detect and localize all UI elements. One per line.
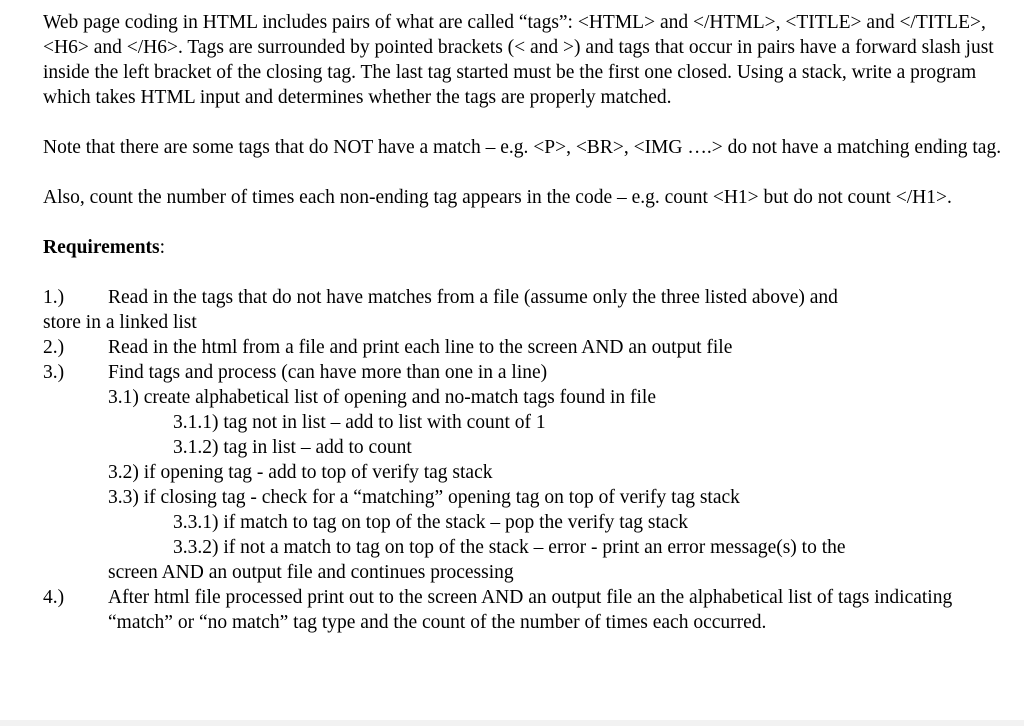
spacer xyxy=(43,210,1003,235)
requirement-3-1-1: 3.1.1) tag not in list – add to list with count of 1 xyxy=(173,412,546,433)
intro-paragraph: Web page coding in HTML includes pairs of what are called “tags”: <HTML> and </HTML>, <TITLE> and </TITLE>, <H6> and </H6>. Tags are surrounded by pointed brackets (< and >) and tags that occur in pairs have a forward slash just inside the left bracket of the closing tag. The last tag started must be the first one closed. Using a stack, write a program which takes HTML input and determines whether the tags are properly matched. xyxy=(43,12,994,108)
requirement-3-3-2-line1: 3.3.2) if not a match to tag on top of the stack – error - print an error message(s) to the xyxy=(173,537,846,558)
requirement-4-text: After html file processed print out to the screen AND an output file an the alphabetical list of tags indicating “match” or “no match” tag type and the count of the number of times each occurred. xyxy=(108,587,953,633)
requirement-4-number: 4.) xyxy=(43,587,65,608)
requirement-4 xyxy=(43,585,1003,635)
requirement-3-3-1: 3.3.1) if match to tag on top of the stack – pop the verify tag stack xyxy=(173,512,688,533)
spacer xyxy=(43,160,1003,185)
requirement-3-3-2-line2: screen AND an output file and continues processing xyxy=(108,562,514,583)
requirement-3-number: 3.) xyxy=(43,362,65,383)
requirement-2 xyxy=(43,335,1003,360)
requirement-2-text: Read in the html from a file and print each line to the screen AND an output file xyxy=(108,337,733,358)
requirement-3-3: 3.3) if closing tag - check for a “matching” opening tag on top of verify tag stack xyxy=(108,487,740,508)
requirement-1-text-line1: Read in the tags that do not have matches from a file (assume only the three listed above) and xyxy=(108,287,838,308)
requirement-3-1: 3.1) create alphabetical list of opening and no-match tags found in file xyxy=(108,387,656,408)
requirement-1-text-line2: store in a linked list xyxy=(43,312,197,333)
no-match-note-paragraph: Note that there are some tags that do NOT have a match – e.g. <P>, <BR>, <IMG ….> do not have a matching ending tag. xyxy=(43,137,1002,158)
requirement-2-number: 2.) xyxy=(43,337,65,358)
count-note-paragraph: Also, count the number of times each non-ending tag appears in the code – e.g. count <H1> but do not count </H1>. xyxy=(43,187,952,208)
requirement-3 xyxy=(43,360,1003,385)
page-bottom-edge xyxy=(0,720,1024,726)
assignment-document xyxy=(43,10,1003,635)
requirement-3-1-2: 3.1.2) tag in list – add to count xyxy=(173,437,412,458)
spacer xyxy=(43,110,1003,135)
requirement-3-3-2 xyxy=(43,535,1003,585)
requirements-heading xyxy=(43,235,1003,260)
requirement-1 xyxy=(43,285,1003,335)
requirements-heading-colon: : xyxy=(159,237,166,258)
requirement-1-number: 1.) xyxy=(43,287,65,308)
requirement-3-2: 3.2) if opening tag - add to top of verify tag stack xyxy=(108,462,493,483)
requirement-3-text: Find tags and process (can have more than one in a line) xyxy=(108,362,548,383)
requirements-heading-text: Requirements xyxy=(43,237,160,258)
spacer xyxy=(43,260,1003,285)
